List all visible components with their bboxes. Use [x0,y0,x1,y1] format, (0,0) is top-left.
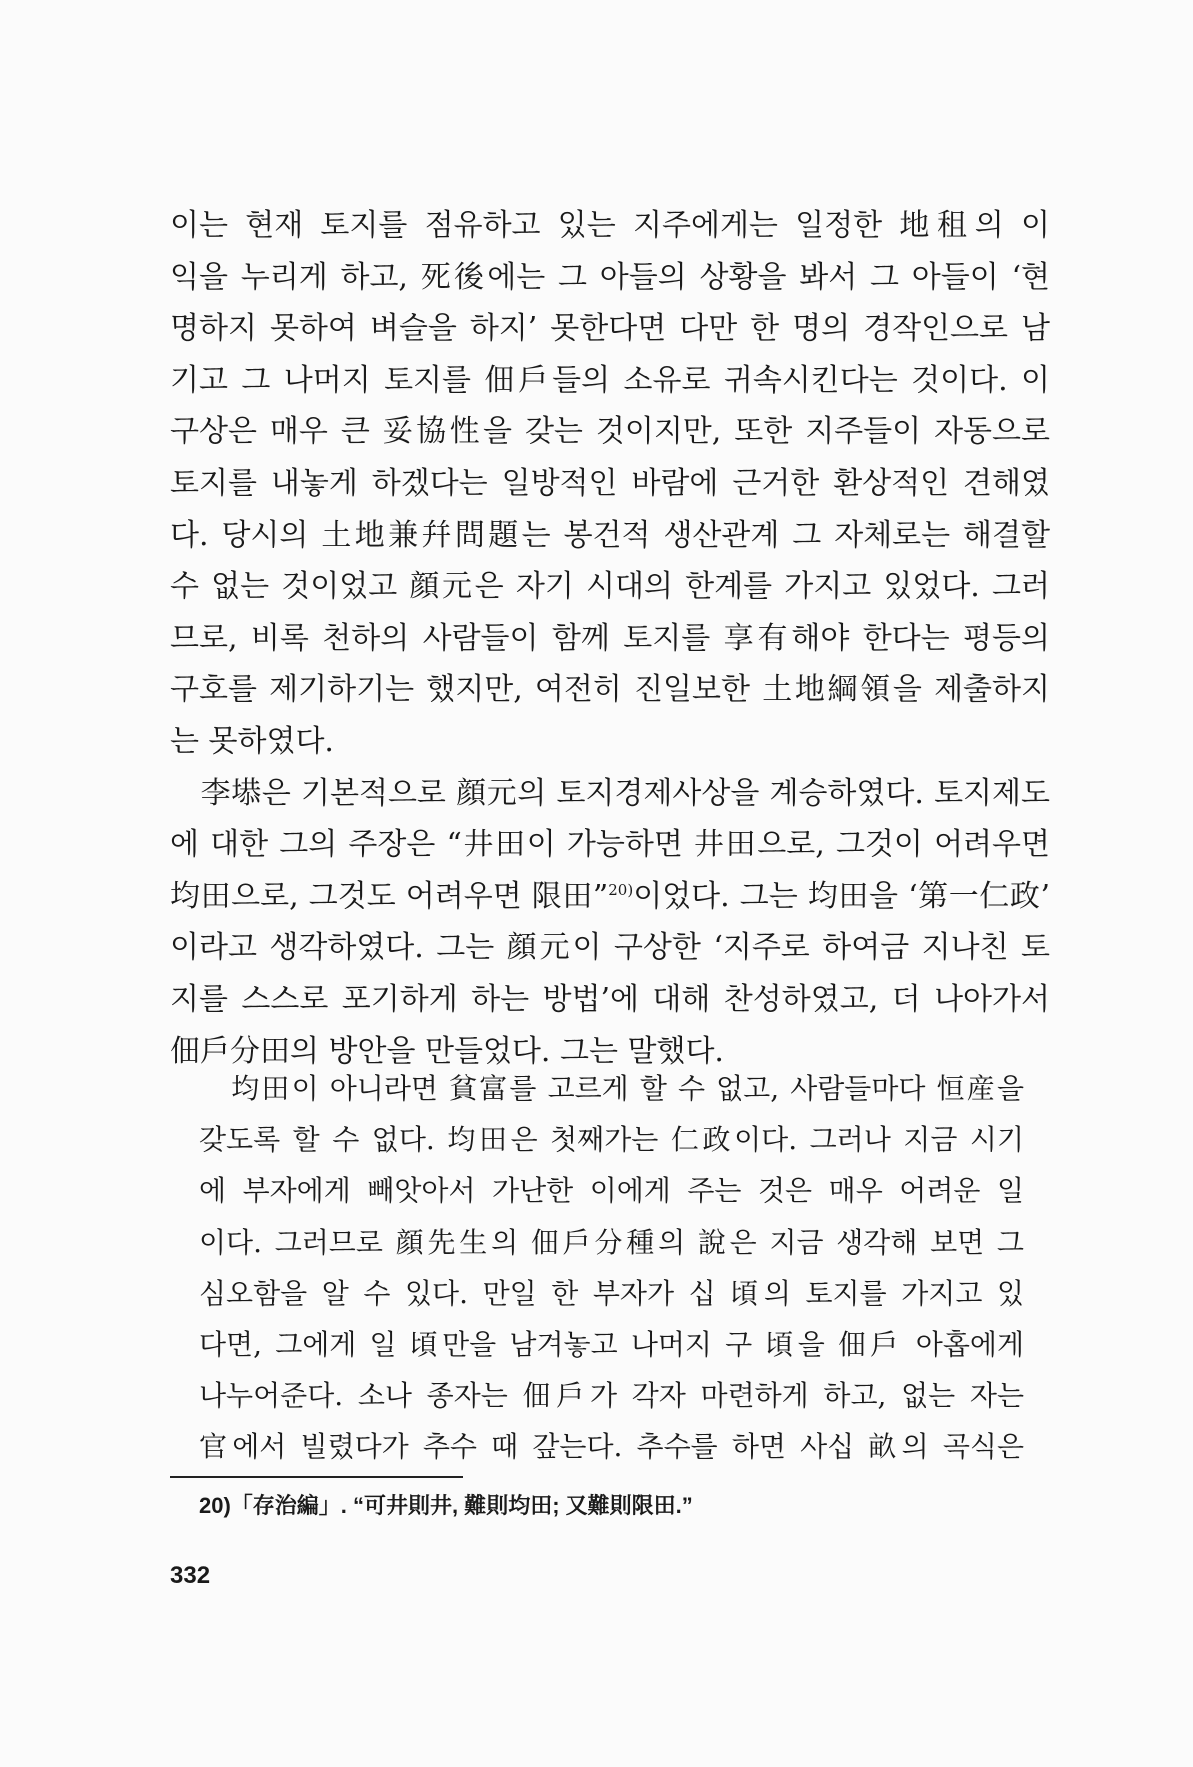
paragraph-line-text: 均田으로, 그것도 어려우면 限田” [170,878,609,914]
quote-line: 심오함을 알 수 있다. 만일 한 부자가 십 頃의 토지를 가지고 있 [199,1276,1024,1310]
quote-line: 官에서 빌렸다가 추수 때 갚는다. 추수를 하면 사십 畝의 곡식은 [199,1430,1024,1464]
paragraph-line: 구상은 매우 큰 妥協性을 갖는 것이지만, 또한 지주들이 자동으로 [170,414,1050,450]
main-body-text [170,200,1050,1077]
paragraph-1 [170,200,1050,768]
paragraph-2 [170,768,1050,1078]
paragraph-line: 이라고 생각하였다. 그는 顔元이 구상한 ‘지주로 하여금 지나친 토 [170,930,1050,966]
paragraph-line: 이는 현재 토지를 점유하고 있는 지주에게는 일정한 地租의 이 [170,208,1050,243]
paragraph-line: 에 대한 그의 주장은 “井田이 가능하면 井田으로, 그것이 어려우면 [170,827,1050,863]
quote-line: 다면, 그에게 일 頃만을 남겨놓고 나머지 구 頃을 佃戶 아홉에게 [199,1328,1024,1362]
page-number: 332 [170,1562,211,1589]
paragraph-line: 므로, 비록 천하의 사람들이 함께 토지를 享有해야 한다는 평등의 [170,620,1050,656]
paragraph-line: 명하지 못하여 벼슬을 하지’ 못한다면 다만 한 명의 경작인으로 남 [170,311,1050,347]
quote-line: 갖도록 할 수 없다. 均田은 첫째가는 仁政이다. 그러나 지금 시기 [199,1123,1024,1157]
paragraph-line: 수 없는 것이었고 顔元은 자기 시대의 한계를 가지고 있었다. 그러 [170,569,1050,605]
quote-line: 이다. 그러므로 顔先生의 佃戶分種의 說은 지금 생각해 보면 그 [199,1225,1024,1259]
quote-line: 나누어준다. 소나 종자는 佃戶가 각자 마련하게 하고, 없는 자는 [199,1379,1024,1413]
paragraph-line: 다. 당시의 土地兼幷問題는 봉건적 생산관계 그 자체로는 해결할 [170,517,1050,553]
paragraph-line [170,871,1050,923]
footnote-20: 20)「存治編」. “可井則井, 難則均田; 又難則限田.” [199,1493,693,1518]
paragraph-line: 는 못하였다. [170,723,334,759]
paragraph-line: 佃戶分田의 방안을 만들었다. 그는 말했다. [170,1033,724,1069]
paragraph-line: 구호를 제기하기는 했지만, 여전히 진일보한 土地綱領을 제출하지 [170,672,1050,708]
footnote-separator [170,1476,463,1478]
quote-line [199,1063,1024,1114]
paragraph-line-text: 이었다. 그는 均田을 ‘第一仁政’ [633,878,1050,914]
paragraph-line: 익을 누리게 하고, 死後에는 그 아들의 상황을 봐서 그 아들이 ‘현 [170,259,1050,295]
paragraph-line: 토지를 내놓게 하겠다는 일방적인 바람에 근거한 환상적인 견해였 [170,465,1050,501]
paragraph-line [170,768,1050,820]
quote-line: 에 부자에게 빼앗아서 가난한 이에게 주는 것은 매우 어려운 일 [199,1174,1024,1208]
footnote-reference[interactable]: 20) [608,880,634,899]
quote-line-text: 均田이 아니라면 貧富를 고르게 할 수 없고, 사람들마다 恒産을 [229,1072,1024,1105]
paragraph-line-text: 李塨은 기본적으로 顔元의 토지경제사상을 계승하였다. 토지제도 [200,775,1050,811]
paragraph-line: 지를 스스로 포기하게 하는 방법’에 대해 찬성하였고, 더 나아가서 [170,981,1050,1017]
paragraph-line: 기고 그 나머지 토지를 佃戶들의 소유로 귀속시킨다는 것이다. 이 [170,362,1050,398]
block-quotation [199,1063,1024,1473]
